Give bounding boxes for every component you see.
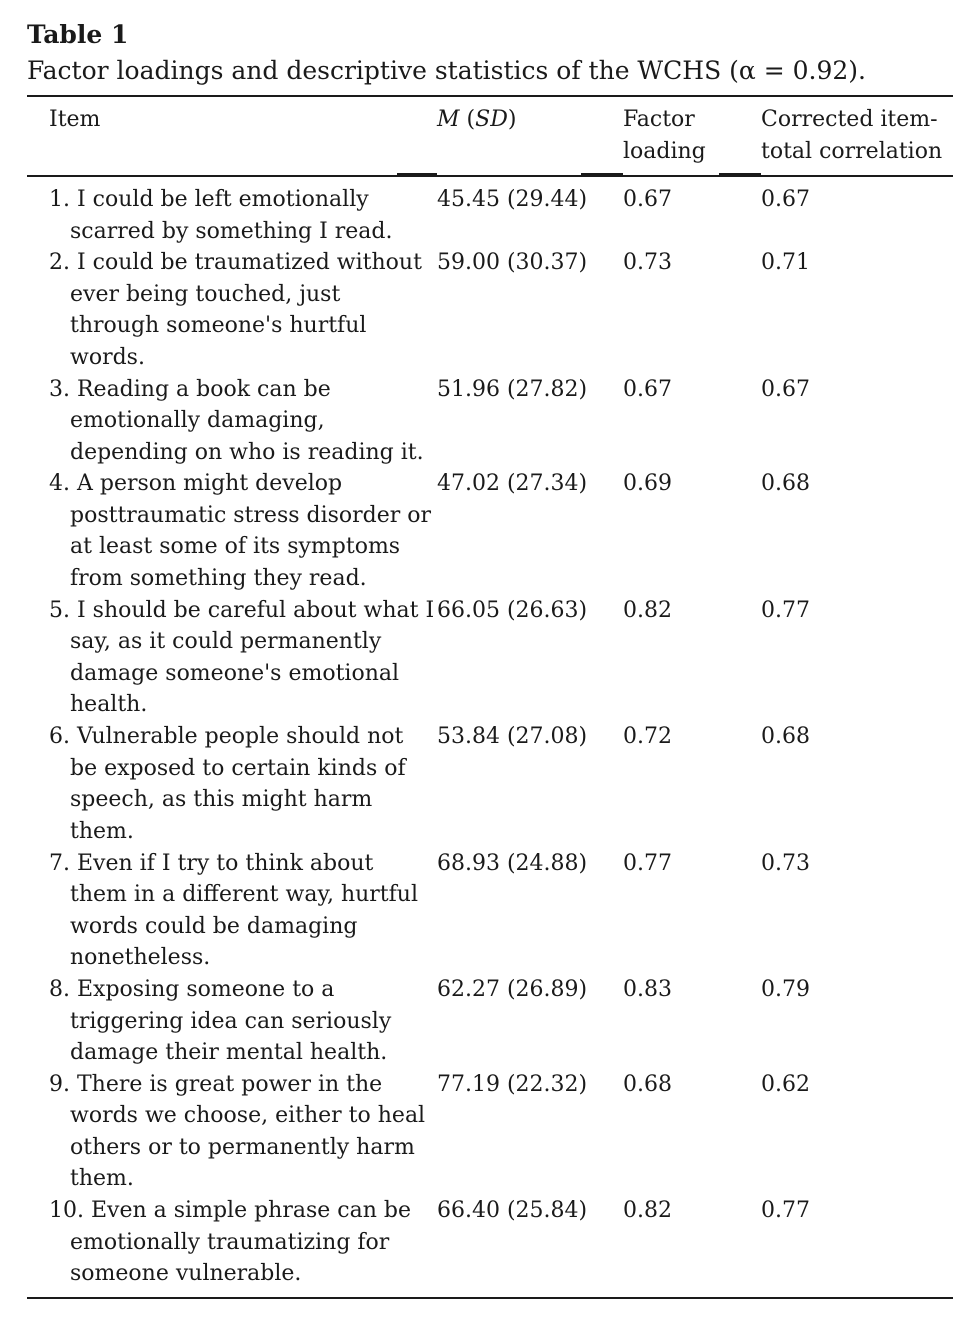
item-text bbox=[49, 721, 405, 847]
factor-loading-value: 0.72 bbox=[623, 724, 672, 750]
item-text bbox=[49, 1069, 426, 1195]
item-text-line: someone vulnerable. bbox=[70, 1261, 302, 1287]
header-factor-loading-line: loading bbox=[623, 139, 706, 164]
corrected-item-total-value: 0.79 bbox=[761, 977, 810, 1002]
item-text-line: them. bbox=[70, 818, 134, 844]
item-text bbox=[49, 1195, 411, 1290]
header-mean: M bbox=[437, 107, 460, 132]
header-corrected-line: total correlation bbox=[761, 139, 943, 164]
item-text-line: say, as it could permanently bbox=[70, 629, 382, 655]
factor-loading-value: 0.83 bbox=[623, 977, 672, 1002]
corrected-item-total-value: 0.62 bbox=[761, 1071, 810, 1097]
item-text bbox=[49, 848, 418, 974]
header-rule bbox=[27, 175, 953, 177]
item-text-line: at least some of its symptoms bbox=[70, 534, 401, 560]
item-text-line: 6. Vulnerable people should not bbox=[49, 724, 404, 750]
item-text-line: nonetheless. bbox=[70, 945, 211, 971]
item-text-line: words could be damaging bbox=[70, 913, 358, 939]
item-text-line: others or to permanently harm bbox=[70, 1134, 415, 1160]
item-text-line: damage someone's emotional bbox=[70, 660, 400, 686]
mean-sd-value: 51.96 (27.82) bbox=[437, 376, 588, 402]
corrected-item-total-value: 0.77 bbox=[761, 1198, 810, 1224]
item-text-line: 8. Exposing someone to a bbox=[49, 977, 335, 1002]
item-text-line: 2. I could be traumatized without bbox=[49, 250, 422, 276]
item-text-line: damage their mental health. bbox=[70, 1040, 388, 1065]
header-corrected-line: Corrected item- bbox=[761, 107, 938, 132]
mean-sd-value: 45.45 (29.44) bbox=[437, 187, 588, 212]
top-rule bbox=[27, 95, 953, 97]
factor-loading-value: 0.82 bbox=[623, 1198, 672, 1224]
bottom-rule bbox=[27, 1297, 953, 1299]
corrected-item-total-value: 0.71 bbox=[761, 250, 810, 276]
item-text-line: them in a different way, hurtful bbox=[70, 882, 418, 908]
mean-sd-value: 68.93 (24.88) bbox=[437, 850, 588, 876]
corrected-item-total-value: 0.77 bbox=[761, 597, 810, 623]
factor-loading-value: 0.77 bbox=[623, 850, 672, 876]
corrected-item-total-value: 0.67 bbox=[761, 376, 810, 402]
item-text-line: be exposed to certain kinds of bbox=[70, 755, 406, 781]
item-text-line: 10. Even a simple phrase can be bbox=[49, 1198, 411, 1224]
item-text-line: scarred by something I read. bbox=[70, 218, 393, 244]
mean-sd-value: 66.05 (26.63) bbox=[437, 597, 588, 623]
item-text bbox=[49, 374, 424, 469]
corrected-item-total-value: 0.68 bbox=[761, 724, 810, 750]
header-mean-sd: M (SD) bbox=[437, 107, 517, 132]
item-text-line: 7. Even if I try to think about bbox=[49, 850, 374, 876]
corrected-item-total-value: 0.68 bbox=[761, 471, 810, 497]
item-text bbox=[49, 247, 422, 373]
header-factor-loading-line: Factor bbox=[623, 107, 695, 132]
item-text bbox=[49, 184, 405, 247]
factor-loading-value: 0.73 bbox=[623, 250, 672, 276]
item-text-line: depending on who is reading it. bbox=[70, 439, 424, 465]
item-text-line: words we choose, either to heal bbox=[70, 1103, 426, 1129]
mean-sd-value: 59.00 (30.37) bbox=[437, 250, 588, 276]
item-text-line: ever being touched, just bbox=[70, 281, 341, 307]
table-label: Table 1 bbox=[27, 20, 129, 49]
item-text bbox=[49, 974, 405, 1069]
factor-loading-value: 0.67 bbox=[623, 376, 672, 402]
item-text bbox=[49, 595, 435, 721]
item-text-line: 3. Reading a book can be bbox=[49, 376, 331, 402]
item-text-line: 1. I could be left emotionally bbox=[49, 187, 369, 212]
header-corrected-item-total bbox=[761, 104, 951, 168]
factor-loading-value: 0.67 bbox=[623, 187, 672, 212]
header-factor-loading bbox=[623, 104, 733, 168]
item-text-line: 9. There is great power in the bbox=[49, 1071, 383, 1097]
header-sd: SD bbox=[475, 107, 508, 132]
item-text-line: speech, as this might harm bbox=[70, 787, 373, 813]
mean-sd-value: 47.02 (27.34) bbox=[437, 471, 588, 497]
item-text-line: triggering idea can seriously bbox=[70, 1008, 392, 1034]
factor-loading-value: 0.68 bbox=[623, 1071, 672, 1097]
item-text-line: from something they read. bbox=[70, 565, 367, 591]
table-caption: Factor loadings and descriptive statistics of the WCHS (α = 0.92). bbox=[27, 56, 866, 85]
item-text-line: emotionally traumatizing for bbox=[70, 1229, 390, 1255]
item-text-line: emotionally damaging, bbox=[70, 408, 325, 434]
item-text-line: 4. A person might develop bbox=[49, 471, 343, 497]
mean-sd-value: 53.84 (27.08) bbox=[437, 724, 588, 750]
item-text-line: words. bbox=[70, 344, 145, 370]
mean-sd-value: 66.40 (25.84) bbox=[437, 1198, 588, 1224]
mean-sd-value: 77.19 (22.32) bbox=[437, 1071, 588, 1097]
corrected-item-total-value: 0.73 bbox=[761, 850, 810, 876]
item-text-line: health. bbox=[70, 692, 148, 718]
corrected-item-total-value: 0.67 bbox=[761, 187, 810, 212]
item-text bbox=[49, 468, 432, 594]
item-text-line: through someone's hurtful bbox=[70, 313, 367, 339]
mean-sd-value: 62.27 (26.89) bbox=[437, 977, 588, 1002]
header-item: Item bbox=[49, 107, 101, 132]
item-text-line: 5. I should be careful about what I bbox=[49, 597, 435, 623]
item-text-line: them. bbox=[70, 1166, 134, 1192]
factor-loading-value: 0.69 bbox=[623, 471, 672, 497]
factor-loading-value: 0.82 bbox=[623, 597, 672, 623]
item-text-line: posttraumatic stress disorder or bbox=[70, 502, 432, 528]
